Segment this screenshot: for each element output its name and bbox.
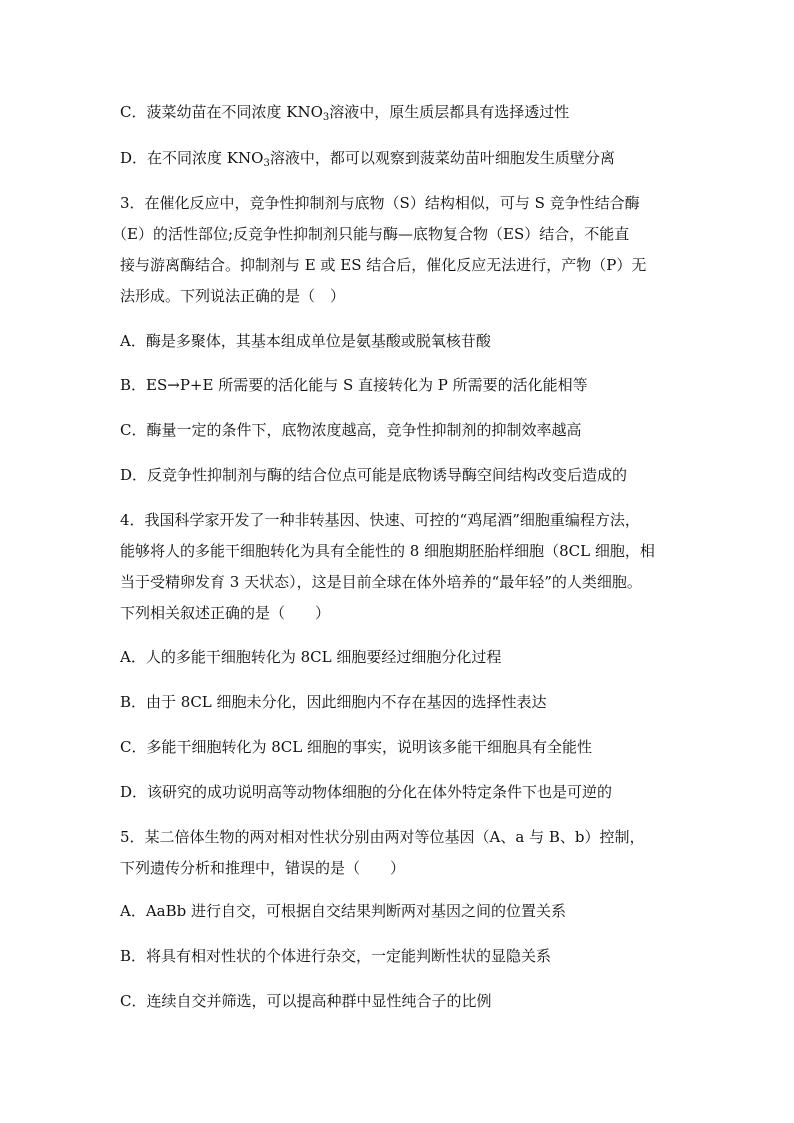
q4-option-d: D．该研究的成功说明高等动物体细胞的分化在体外特定条件下也是可逆的 <box>120 783 613 801</box>
q3-stem-line-1: 3．在催化反应中，竞争性抑制剂与底物（S）结构相似，可与 S 竞争性结合酶 <box>120 194 640 212</box>
q3-option-d: D．反竞争性抑制剂与酶的结合位点可能是底物诱导酶空间结构改变后造成的 <box>120 466 628 484</box>
q4-stem-line-1: 4．我国科学家开发了一种非转基因、快速、可控的“鸡尾酒”细胞重编程方法， <box>120 511 640 529</box>
q2-option-d <box>120 148 615 174</box>
q4-option-b: B．由于 8CL 细胞未分化，因此细胞内不存在基因的选择性表达 <box>120 693 547 711</box>
q3-stem-line-4: 法形成。下列说法正确的是（ ） <box>120 287 346 305</box>
q5-option-b: B．将具有相对性状的个体进行杂交，一定能判断性状的显隐关系 <box>120 947 552 965</box>
q2-option-d-text: D．在不同浓度 KNO <box>120 149 264 167</box>
q5-stem-line-1: 5．某二倍体生物的两对相对性状分别由两对等位基因（A、a 与 B、b）控制， <box>120 828 645 846</box>
q3-option-b: B．ES→P+E 所需要的活化能与 S 直接转化为 P 所需要的活化能相等 <box>120 376 588 394</box>
q5-stem-line-2: 下列遗传分析和推理中，错误的是（ ） <box>120 859 406 877</box>
q4-stem-line-2: 能够将人的多能干细胞转化为具有全能性的 8 细胞期胚胎样细胞（8CL 细胞，相 <box>120 542 655 560</box>
q4-option-c: C．多能干细胞转化为 8CL 细胞的事实，说明该多能干细胞具有全能性 <box>120 738 592 756</box>
q3-option-a: A．酶是多聚体，其基本组成单位是氨基酸或脱氧核苷酸 <box>120 332 491 350</box>
q3-stem-line-2: （E）的活性部位;反竞争性抑制剂只能与酶—底物复合物（ES）结合，不能直 <box>112 225 630 243</box>
q4-option-a: A．人的多能干细胞转化为 8CL 细胞要经过细胞分化过程 <box>120 648 502 666</box>
q2-option-c <box>120 102 569 128</box>
q5-option-c: C．连续自交并筛选，可以提高种群中显性纯合子的比例 <box>120 992 492 1010</box>
q2-option-d-text-rest: 溶液中，都可以观察到菠菜幼苗叶细胞发生质壁分离 <box>269 149 615 167</box>
q2-option-c-subscript: 3 <box>322 112 330 123</box>
q4-stem-line-4: 下列相关叙述正确的是（ ） <box>120 604 331 622</box>
q4-stem-line-3: 当于受精卵发育 3 天状态），这是目前全球在体外培养的“最年轻”的人类细胞。 <box>120 573 642 591</box>
q5-option-a: A．AaBb 进行自交，可根据自交结果判断两对基因之间的位置关系 <box>120 902 567 920</box>
q2-option-d-subscript: 3 <box>263 158 270 169</box>
q2-option-c-text-rest: 溶液中，原生质层都具有选择透过性 <box>329 103 570 121</box>
q3-option-c: C．酶量一定的条件下，底物浓度越高，竞争性抑制剂的抑制效率越高 <box>120 421 582 439</box>
q2-option-c-text: C．菠菜幼苗在不同浓度 KNO <box>120 103 323 121</box>
q3-stem-line-3: 接与游离酶结合。抑制剂与 E 或 ES 结合后，催化反应无法进行，产物（P）无 <box>120 256 647 274</box>
